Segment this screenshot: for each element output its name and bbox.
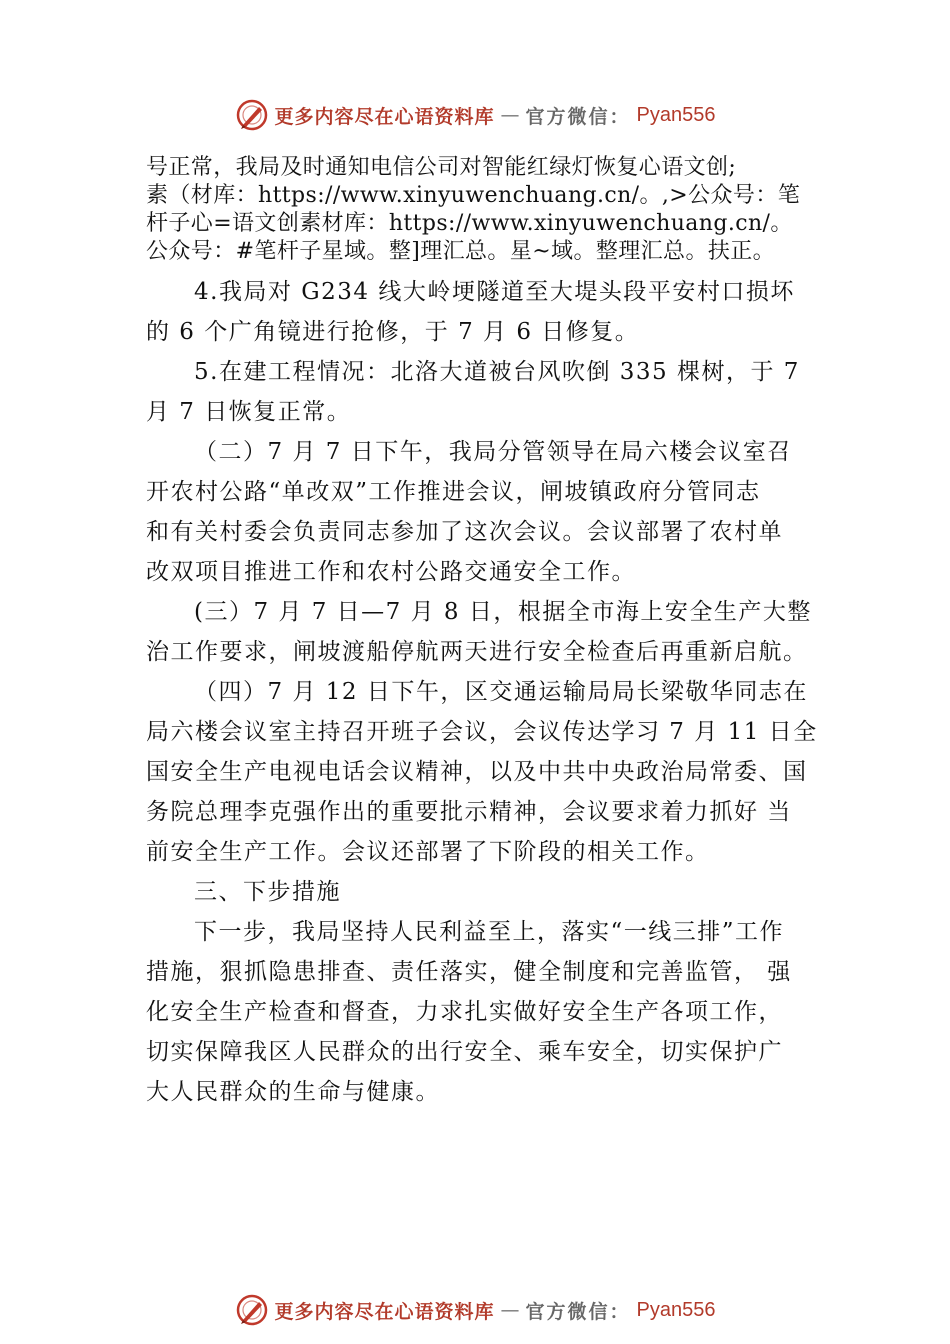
paragraph-next-steps: [146, 912, 836, 1112]
header-watermark-banner: [0, 93, 950, 137]
text-line: 局六楼会议室主持召开班子会议，会议传达学习 7 月 11 日全: [146, 719, 818, 745]
paragraph-section-4: [146, 672, 836, 872]
watermark-text-block: [146, 154, 836, 266]
text-line: 前安全生产工作。会议还部署了下阶段的相关工作。: [146, 839, 710, 865]
text-line: 杆子心=语文创素材库：https://www.xinyuwenchuang.cn/。: [146, 211, 793, 236]
text-line: （四）7 月 12 日下午，区交通运输局局长梁敬华同志在: [194, 679, 808, 705]
text-line: 的 6 个广角镜进行抢修，于 7 月 6 日修复。: [146, 319, 640, 345]
banner-wechat-label: 官方微信：: [525, 105, 631, 128]
text-line: 5.在建工程情况：北洛大道被台风吹倒 335 棵树，于 7: [194, 359, 800, 385]
text-line: 4.我局对 G234 线大岭埂隧道至大堤头段平安村口损坏: [194, 279, 795, 305]
text-line: 切实保障我区人民群众的出行安全、乘车安全，切实保护广: [146, 1039, 783, 1065]
text-line: 号正常，我局及时通知电信公司对智能红绿灯恢复心语文创;: [146, 155, 737, 180]
paragraph-section-3: [146, 592, 836, 672]
text-line: （二）7 月 7 日下午，我局分管领导在局六楼会议室召: [194, 439, 792, 465]
text-line: 开农村公路“单改双”工作推进会议，闸坡镇政府分管同志: [146, 479, 761, 505]
text-line: 大人民群众的生命与健康。: [146, 1079, 440, 1105]
banner-wechat-id: Pyan556: [636, 103, 716, 126]
footer-watermark-banner: [0, 1288, 950, 1332]
text-line: 月 7 日恢复正常。: [146, 399, 352, 425]
text-line: 素（材库：https://www.xinyuwenchuang.cn/。,>公众号：笔: [146, 183, 801, 208]
text-line: (三）7 月 7 日—7 月 8 日，根据全市海上安全生产大整: [194, 599, 812, 625]
paragraph-item-5: [146, 352, 836, 432]
banner-wechat-label: 官方微信：: [525, 1300, 631, 1323]
pen-logo-icon: [235, 1293, 269, 1327]
text-line: 务院总理李克强作出的重要批示精神，会议要求着力抓好 当: [146, 799, 792, 825]
paragraph-section-2: [146, 432, 836, 592]
text-line: 治工作要求，闸坡渡船停航两天进行安全检查后再重新启航。: [146, 639, 808, 665]
text-line: 公众号：#笔杆子星域。整]理汇总。星~域。整理汇总。扶正。: [146, 239, 776, 264]
text-line: 国安全生产电视电话会议精神，以及中共中央政治局常委、国: [146, 759, 808, 785]
banner-title: 更多内容尽在心语资料库: [274, 1300, 495, 1323]
paragraph-item-4: [146, 272, 836, 352]
banner-wechat-id: Pyan556: [636, 1298, 716, 1321]
banner-separator: —: [500, 1299, 520, 1321]
banner-separator: —: [500, 104, 520, 126]
text-line: 下一步，我局坚持人民利益至上，落实“一线三排”工作: [194, 919, 785, 945]
text-line: 化安全生产检查和督查，力求扎实做好安全生产各项工作，: [146, 999, 783, 1025]
banner-title: 更多内容尽在心语资料库: [274, 105, 495, 128]
text-line: 改双项目推进工作和农村公路交通安全工作。: [146, 559, 636, 585]
pen-logo-icon: [235, 98, 269, 132]
section-heading: 三、下步措施: [194, 879, 341, 905]
text-line: 和有关村委会负责同志参加了这次会议。会议部署了农村单: [146, 519, 783, 545]
text-line: 措施，狠抓隐患排查、责任落实，健全制度和完善监管， 强: [146, 959, 792, 985]
document-body: [146, 150, 836, 1112]
